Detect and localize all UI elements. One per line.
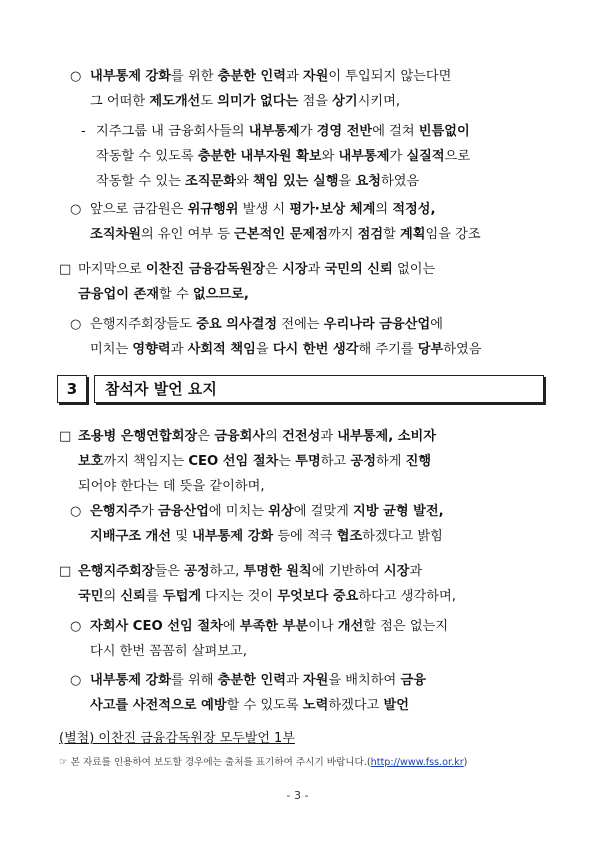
emphasized-text: 자회사 CEO 선임 절차 [90,619,223,634]
emphasized-text: 평가·보상 체계 [289,202,376,217]
text-run: 에 걸쳐 [372,124,419,139]
body-text-line [78,588,456,606]
fss-link[interactable]: http://www.fss.or.kr [370,757,464,768]
text-run: 을 [338,174,356,189]
text-run: 를 [145,589,163,604]
emphasized-text: 적정성, [392,202,436,217]
text-run: 하고, [209,564,244,579]
body-text-line [90,341,481,359]
text-run: 은행지주회장들도 [90,317,197,332]
emphasized-text: 충분한 내부자원 확보 [197,149,322,164]
emphasized-text: 중요 의사결정 [196,317,278,332]
emphasized-text: 위규행위 [187,202,239,217]
body-text-line [78,478,265,496]
text-run: 가 [140,504,158,519]
attachment-note: (별첨) 이찬진 금융감독원장 모두발언 1부 [59,731,295,746]
text-run: 은 [265,262,283,277]
text-run: 점을 [298,94,333,109]
emphasized-text: 금융 [400,673,426,688]
emphasized-text: 공정 [184,564,210,579]
text-run: 하고 [320,454,351,469]
text-run: 에 미치는 [208,504,269,519]
emphasized-text: 진행 [405,454,432,469]
emphasized-text: 점검 [357,227,384,242]
page-number: - 3 - [286,789,309,802]
text-run: 과 [285,69,303,84]
emphasized-text: 충분한 인력 [217,673,286,688]
circle-bullet-marker: ○ [70,619,82,634]
text-run: 에 기반하여 [311,564,384,579]
emphasized-text: 경영 전반 [316,124,373,139]
emphasized-text: 지방 균형 발전, [353,504,444,519]
body-text-line [78,261,435,279]
text-run: 와 [235,174,253,189]
body-text-line [90,618,448,636]
body-text-line [90,528,443,546]
emphasized-text: 위상 [268,504,294,519]
text-run: 해 주기를 [358,342,418,357]
emphasized-text: 보호 [78,454,104,469]
emphasized-text: 신뢰 [120,589,146,604]
emphasized-text: 부족한 부분 [239,619,309,634]
circle-bullet-marker: ○ [70,69,82,84]
text-run: 그 어떠한 [90,94,150,109]
emphasized-text: 의미가 없다는 [217,94,299,109]
text-run: 과 [409,564,423,579]
footnote: ☞ 본 자료를 인용하여 보도할 경우에는 출처를 표기하여 주시기 바랍니다.(http://www.fss.or.kr) [59,757,468,768]
body-text-line [90,503,444,521]
body-text-line [90,93,400,111]
circle-bullet-marker: ○ [70,317,82,332]
emphasized-text: 사고를 사전적으로 예방 [90,698,227,713]
body-text-line [90,316,443,334]
text-run: 과 [285,673,303,688]
text-run: 에 [222,619,240,634]
text-run: 되어야 한다는 데 뜻을 같이하며, [78,479,265,494]
emphasized-text: 금융회사 [214,429,266,444]
emphasized-text: 노력 [302,698,329,713]
emphasized-text: 조용병 은행연합회장 [78,429,198,444]
text-run: 이나 [308,619,338,634]
emphasized-text: 내부통제 강화 [90,69,172,84]
section-title-box [94,375,544,403]
text-run: 다지는 것이 [201,589,278,604]
body-text-line [78,563,422,581]
emphasized-text: 은행지주 [90,504,141,519]
emphasized-text: 제도개선 [149,94,201,109]
section-number-box [57,375,87,403]
body-text-line [78,453,431,471]
body-text-line [78,286,249,304]
text-run: 가 [389,149,407,164]
text-run: 으로 [444,149,471,164]
emphasized-text: 내부통제 [338,149,390,164]
text-run: 를 위한 [171,69,218,84]
text-run: 하게 [375,454,406,469]
square-bullet-marker: □ [59,262,72,277]
dash-bullet-marker: - [81,124,86,139]
text-run: 하겠다고 밝힘 [362,529,443,544]
text-run: 발생 시 [238,202,290,217]
emphasized-text: 투명한 원칙 [243,564,312,579]
text-run: 의 [103,589,121,604]
emphasized-text: 두텁게 [162,589,202,604]
text-run: 시키며, [357,94,401,109]
text-run: 과 [170,342,188,357]
emphasized-text: 다시 한번 생각 [272,342,359,357]
text-run: 하였음 [380,174,420,189]
emphasized-text: 당부 [417,342,444,357]
circle-bullet-marker: ○ [70,504,82,519]
emphasized-text: 내부통제 [248,124,300,139]
emphasized-text: 자원 [302,673,329,688]
text-run: 다시 한번 꼼꼼히 살펴보고, [90,644,247,659]
emphasized-text: 건전성 [282,429,321,444]
text-run: 의 [265,429,283,444]
text-run: 미치는 [90,342,133,357]
text-run: 와 [321,149,339,164]
text-run: 과 [320,429,338,444]
emphasized-text: 시장 [282,262,308,277]
text-run: 하다고 생각하며, [358,589,456,604]
emphasized-text: 영향력 [132,342,171,357]
emphasized-text: 사회적 책임 [187,342,256,357]
emphasized-text: 내부통제 강화 [192,529,274,544]
text-run: 가 [299,124,317,139]
body-text-line [96,123,470,141]
emphasized-text: 자원 [302,69,329,84]
emphasized-text: 없으므로, [192,287,249,302]
text-run: 을 배치하여 [328,673,401,688]
body-text-line [96,148,470,166]
emphasized-text: 상기 [332,94,358,109]
text-run: 임을 강조 [425,227,481,242]
body-text-line [90,201,436,219]
emphasized-text: 우리나라 금융산업 [323,317,431,332]
section-number: 3 [66,380,78,398]
circle-bullet-marker: ○ [70,202,82,217]
circle-bullet-marker: ○ [70,673,82,688]
text-run: 할 수 있도록 [226,698,303,713]
text-run: 는 [278,454,296,469]
body-text-line [90,697,409,715]
emphasized-text: 실질적 [406,149,445,164]
text-run: 할 점은 없는지 [363,619,449,634]
body-text-line [90,68,451,86]
text-run: 도 [200,94,218,109]
text-run: 의 유인 여부 등 [140,227,235,242]
text-run: 을 [255,342,273,357]
emphasized-text: 이찬진 금융감독원장 [145,262,266,277]
square-bullet-marker: □ [59,564,72,579]
pointing-hand-icon: ☞ [59,757,68,768]
emphasized-text: 계획 [400,227,426,242]
text-run: 등에 적극 [273,529,337,544]
emphasized-text: 책임 있는 실행 [252,174,339,189]
emphasized-text: 개선 [337,619,364,634]
emphasized-text: 금융업이 존재 [78,287,160,302]
text-run: 할 수 [159,287,193,302]
text-run: 하였음 [443,342,482,357]
text-run: 과 [307,262,325,277]
text-run: 지주그룹 내 금융회사들의 [96,124,249,139]
text-run: 까지 [327,227,358,242]
body-text-line [78,428,436,446]
text-run: 할 [383,227,401,242]
text-run: 및 [171,529,193,544]
text-run: 를 위해 [171,673,218,688]
emphasized-text: 국민의 신뢰 [324,262,393,277]
text-run: 에 걸맞게 [293,504,354,519]
text-run: 전에는 [277,317,324,332]
square-bullet-marker: □ [59,429,72,444]
body-text-line [90,226,481,244]
emphasized-text: 근본적인 문제점 [234,227,328,242]
emphasized-text: 충분한 인력 [217,69,286,84]
emphasized-text: 은행지주회장 [78,564,155,579]
emphasized-text: 무엇보다 중요 [277,589,359,604]
text-run: 이 투입되지 않는다면 [328,69,452,84]
text-run: 의 [375,202,393,217]
text-run: 은 [197,429,215,444]
emphasized-text: 투명 [295,454,321,469]
text-run: 없이는 [392,262,436,277]
emphasized-text: 발언 [383,698,409,713]
emphasized-text: 국민 [78,589,104,604]
emphasized-text: 공정 [350,454,376,469]
emphasized-text: 시장 [383,564,410,579]
section-title: 참석자 발언 요지 [105,380,217,398]
body-text-line [90,643,247,661]
emphasized-text: 금융산업 [157,504,209,519]
body-text-line [90,672,426,690]
body-text-line [96,173,419,191]
text-run: 마지막으로 [78,262,146,277]
emphasized-text: 내부통제 강화 [90,673,172,688]
emphasized-text: 내부통제, 소비자 [337,429,437,444]
emphasized-text: CEO 선임 절차 [188,454,279,469]
emphasized-text: 지배구조 개선 [90,529,172,544]
text-run: 작동할 수 있는 [96,174,186,189]
emphasized-text: 빈틈없이 [418,124,470,139]
text-run: 까지 책임지는 [103,454,189,469]
emphasized-text: 조직차원 [90,227,141,242]
footnote-text: 본 자료를 인용하여 보도할 경우에는 출처를 표기하여 주시기 바랍니다. [70,757,367,768]
text-run: 작동할 수 있도록 [96,149,198,164]
emphasized-text: 협조 [336,529,363,544]
text-run: 에 [430,317,444,332]
emphasized-text: 요청 [355,174,381,189]
text-run: 하겠다고 [328,698,384,713]
text-run: 들은 [154,564,185,579]
emphasized-text: 조직문화 [185,174,236,189]
text-run: 앞으로 금감원은 [90,202,188,217]
